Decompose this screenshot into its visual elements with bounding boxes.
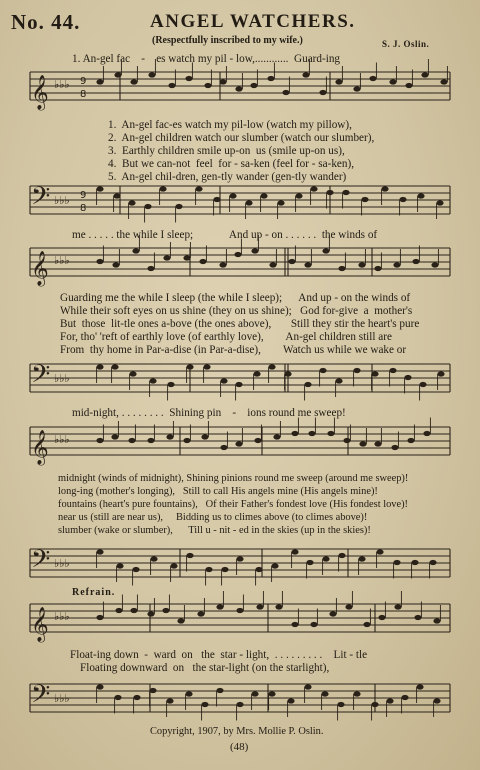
note-head — [440, 79, 447, 84]
note-head — [96, 259, 103, 264]
refrain-bass-staff — [0, 680, 480, 720]
note-head — [255, 567, 262, 572]
note-head — [96, 364, 103, 369]
system1-treble-staff — [0, 68, 480, 108]
note-head — [433, 618, 440, 623]
note-head — [273, 434, 280, 439]
note-head — [111, 434, 118, 439]
note-head — [149, 378, 156, 383]
note-head — [327, 431, 334, 436]
note-head — [291, 549, 298, 554]
note-head — [288, 259, 295, 264]
note-head — [235, 86, 242, 91]
note-head — [277, 200, 284, 205]
verse-line: While their soft eyes on us shine (they on us shine); God for-give a mother's — [60, 305, 413, 317]
note-head — [310, 622, 317, 627]
note-head — [201, 702, 208, 707]
note-head — [183, 438, 190, 443]
note-head — [329, 611, 336, 616]
note-head — [221, 567, 228, 572]
note-head — [322, 556, 329, 561]
system3-treble-staff — [0, 423, 480, 463]
note-head — [353, 368, 360, 373]
refrain-treble-staff — [0, 600, 480, 640]
verse-line: long-ing (mother's longing), Still to call His angels mine (His angels mine)! — [58, 486, 378, 497]
note-head — [358, 262, 365, 267]
note-head — [213, 197, 220, 202]
svg-text:♭♭♭: ♭♭♭ — [54, 610, 70, 623]
note-head — [302, 72, 309, 77]
note-head — [197, 611, 204, 616]
note-head — [337, 702, 344, 707]
note-head — [114, 695, 121, 700]
note-head — [130, 608, 137, 613]
note-head — [150, 556, 157, 561]
note-head — [132, 567, 139, 572]
note-head — [361, 197, 368, 202]
note-head — [345, 604, 352, 609]
svg-text:9: 9 — [80, 76, 87, 87]
note-head — [407, 438, 414, 443]
note-head — [219, 262, 226, 267]
note-head — [163, 255, 170, 260]
note-head — [326, 190, 333, 195]
note-head — [304, 684, 311, 689]
note-head — [128, 438, 135, 443]
verse-line: For, tho' 'reft of earthly love (of earthly love), An-gel children still are — [60, 331, 392, 343]
note-head — [219, 79, 226, 84]
note-head — [389, 368, 396, 373]
note-head — [322, 248, 329, 253]
verse-line: fountains (heart's pure fountains), Of their Father's fondest love (His fondest love)! — [58, 499, 409, 510]
note-head — [429, 560, 436, 565]
note-head — [133, 695, 140, 700]
note-head — [114, 72, 121, 77]
svg-text:♭♭♭: ♭♭♭ — [54, 78, 70, 91]
note-head — [335, 378, 342, 383]
note-head — [245, 200, 252, 205]
note-head — [412, 259, 419, 264]
verse-line: 2. An-gel children watch our slumber (watch our slumber), — [108, 132, 375, 144]
note-head — [359, 441, 366, 446]
note-head — [166, 698, 173, 703]
system3-top-lyric: mid-night, . . . . . . . . Shining pin - ions round me sweep! — [72, 407, 346, 419]
note-head — [338, 553, 345, 558]
note-head — [236, 608, 243, 613]
note-head — [132, 248, 139, 253]
copyright-notice: Copyright, 1907, by Mrs. Mollie P. Oslin. — [150, 726, 324, 737]
note-head — [144, 204, 151, 209]
note-head — [220, 378, 227, 383]
note-head — [268, 691, 275, 696]
note-head — [235, 382, 242, 387]
note-head — [186, 553, 193, 558]
note-head — [416, 684, 423, 689]
note-head — [374, 266, 381, 271]
note-head — [162, 608, 169, 613]
note-head — [186, 364, 193, 369]
note-head — [250, 83, 257, 88]
note-head — [185, 76, 192, 81]
verse-line: midnight (winds of midnight), Shining pinions round me sweep (around me sweep)! — [58, 473, 409, 484]
verse-line: 3. Earthly children smile up-on us (smile up-on us), — [108, 145, 345, 157]
system2-treble-staff — [0, 244, 480, 284]
note-head — [115, 608, 122, 613]
note-head — [111, 364, 118, 369]
note-head — [411, 560, 418, 565]
note-head — [96, 79, 103, 84]
note-head — [147, 611, 154, 616]
svg-text:𝄞: 𝄞 — [31, 430, 49, 465]
note-head — [291, 622, 298, 627]
note-head — [235, 441, 242, 446]
note-head — [363, 622, 370, 627]
note-head — [381, 186, 388, 191]
svg-text:𝄞: 𝄞 — [31, 607, 49, 642]
note-head — [371, 702, 378, 707]
note-head — [130, 79, 137, 84]
note-head — [386, 698, 393, 703]
note-head — [260, 193, 267, 198]
note-head — [335, 79, 342, 84]
page-number: (48) — [230, 741, 249, 753]
note-head — [399, 197, 406, 202]
svg-text:𝄢: 𝄢 — [31, 360, 51, 395]
note-head — [393, 560, 400, 565]
note-head — [389, 79, 396, 84]
note-head — [437, 371, 444, 376]
note-head — [113, 193, 120, 198]
note-head — [177, 618, 184, 623]
note-head — [195, 186, 202, 191]
system1-top-lyric: 1. An-gel fac - es watch my pil - low,............ Guard-ing — [72, 53, 341, 65]
note-head — [256, 604, 263, 609]
refrain-line-1: Float-ing down - ward on the star - light, . . . . . . . . . Lit - tle — [70, 649, 368, 661]
hymn-number: No. 44. — [11, 10, 81, 34]
note-head — [374, 441, 381, 446]
note-head — [405, 83, 412, 88]
note-head — [308, 431, 315, 436]
note-head — [358, 556, 365, 561]
note-head — [183, 255, 190, 260]
note-head — [168, 83, 175, 88]
svg-text:♭♭♭: ♭♭♭ — [54, 254, 70, 267]
note-head — [147, 266, 154, 271]
note-head — [271, 563, 278, 568]
note-head — [306, 560, 313, 565]
note-head — [253, 371, 260, 376]
svg-text:♭♭♭: ♭♭♭ — [54, 692, 70, 705]
note-head — [268, 364, 275, 369]
note-head — [216, 688, 223, 693]
svg-text:♭♭♭: ♭♭♭ — [54, 433, 70, 446]
composer-credit: S. J. Oslin. — [382, 39, 430, 49]
note-head — [319, 90, 326, 95]
note-head — [236, 556, 243, 561]
svg-text:𝄢: 𝄢 — [31, 680, 51, 715]
note-head — [234, 252, 241, 257]
svg-text:𝄢: 𝄢 — [31, 545, 51, 580]
note-head — [167, 382, 174, 387]
note-head — [96, 438, 103, 443]
system2-bass-staff — [0, 360, 480, 400]
svg-text:♭♭♭: ♭♭♭ — [54, 557, 70, 570]
note-head — [393, 262, 400, 267]
svg-text:8: 8 — [80, 89, 87, 100]
note-head — [275, 604, 282, 609]
note-head — [267, 76, 274, 81]
note-head — [343, 438, 350, 443]
note-head — [369, 76, 376, 81]
note-head — [269, 262, 276, 267]
verse-line: 4. But we can-not feel for - sa-ken (feel for - sa-ken), — [108, 158, 355, 170]
note-head — [148, 72, 155, 77]
svg-text:𝄞: 𝄞 — [31, 75, 49, 110]
note-head — [401, 695, 408, 700]
verse-line: Guarding me the while I sleep (the while I sleep); And up - on the winds of — [60, 292, 411, 304]
note-head — [96, 615, 103, 620]
note-head — [404, 375, 411, 380]
note-head — [417, 193, 424, 198]
note-head — [436, 200, 443, 205]
note-head — [203, 364, 210, 369]
note-head — [310, 186, 317, 191]
note-head — [170, 563, 177, 568]
svg-text:♭♭♭: ♭♭♭ — [54, 194, 70, 207]
note-head — [251, 691, 258, 696]
system3-bass-staff — [0, 545, 480, 585]
note-head — [304, 262, 311, 267]
note-head — [96, 684, 103, 689]
system2-top-lyric: me . . . . . the while I sleep; And up - on . . . . . . the winds of — [72, 229, 378, 241]
note-head — [353, 691, 360, 696]
refrain-label: Refrain. — [72, 587, 116, 598]
note-head — [236, 702, 243, 707]
note-head — [371, 371, 378, 376]
note-head — [96, 186, 103, 191]
note-head — [338, 266, 345, 271]
note-head — [112, 262, 119, 267]
note-head — [433, 698, 440, 703]
note-head — [149, 688, 156, 693]
note-head — [419, 382, 426, 387]
note-head — [201, 434, 208, 439]
note-head — [199, 259, 206, 264]
note-head — [216, 604, 223, 609]
note-head — [128, 200, 135, 205]
note-head — [205, 567, 212, 572]
note-head — [229, 193, 236, 198]
verse-line: 5. An-gel chil-dren, gen-tly wander (gen-tly wander) — [108, 171, 347, 183]
note-head — [394, 604, 401, 609]
hymn-title: ANGEL WATCHERS. — [150, 11, 356, 32]
svg-text:𝄢: 𝄢 — [31, 182, 51, 217]
note-head — [129, 371, 136, 376]
note-head — [376, 549, 383, 554]
verse-line: From thy home in Par-a-dise (in Par-a-dise), Watch us while we wake or — [60, 344, 407, 356]
note-head — [204, 83, 211, 88]
svg-text:𝄞: 𝄞 — [31, 251, 49, 286]
verse-line: near us (still are near us), Bidding us to climes above (to climes above)! — [58, 512, 368, 523]
note-head — [287, 698, 294, 703]
note-head — [342, 190, 349, 195]
note-head — [147, 438, 154, 443]
svg-text:♭♭♭: ♭♭♭ — [54, 372, 70, 385]
note-head — [166, 434, 173, 439]
note-head — [291, 431, 298, 436]
note-head — [319, 368, 326, 373]
verse-line: But those lit-tle ones a-bove (the ones above), Still they stir the heart's pure — [60, 318, 420, 330]
note-head — [304, 382, 311, 387]
verse-line: 1. An-gel fac-es watch my pil-low (watch my pillow), — [108, 119, 352, 131]
note-head — [96, 549, 103, 554]
note-head — [284, 371, 291, 376]
note-head — [295, 193, 302, 198]
svg-text:9: 9 — [80, 190, 87, 201]
note-head — [391, 445, 398, 450]
refrain-line-2: Floating downward on the star-light (on the starlight), — [80, 662, 330, 674]
verse-line: slumber (wake or slumber), Till u - nit - ed in the skies (up in the skies)! — [58, 525, 371, 536]
note-head — [159, 186, 166, 191]
note-head — [423, 431, 430, 436]
note-head — [251, 248, 258, 253]
note-head — [175, 204, 182, 209]
note-head — [378, 615, 385, 620]
svg-text:8: 8 — [80, 203, 87, 214]
system1-bass-staff — [0, 182, 480, 222]
note-head — [353, 86, 360, 91]
note-head — [282, 90, 289, 95]
dedication: (Respectfully inscribed to my wife.) — [152, 35, 303, 46]
note-head — [220, 445, 227, 450]
note-head — [421, 72, 428, 77]
note-head — [414, 615, 421, 620]
note-head — [254, 438, 261, 443]
note-head — [321, 691, 328, 696]
note-head — [431, 262, 438, 267]
note-head — [185, 691, 192, 696]
note-head — [116, 563, 123, 568]
